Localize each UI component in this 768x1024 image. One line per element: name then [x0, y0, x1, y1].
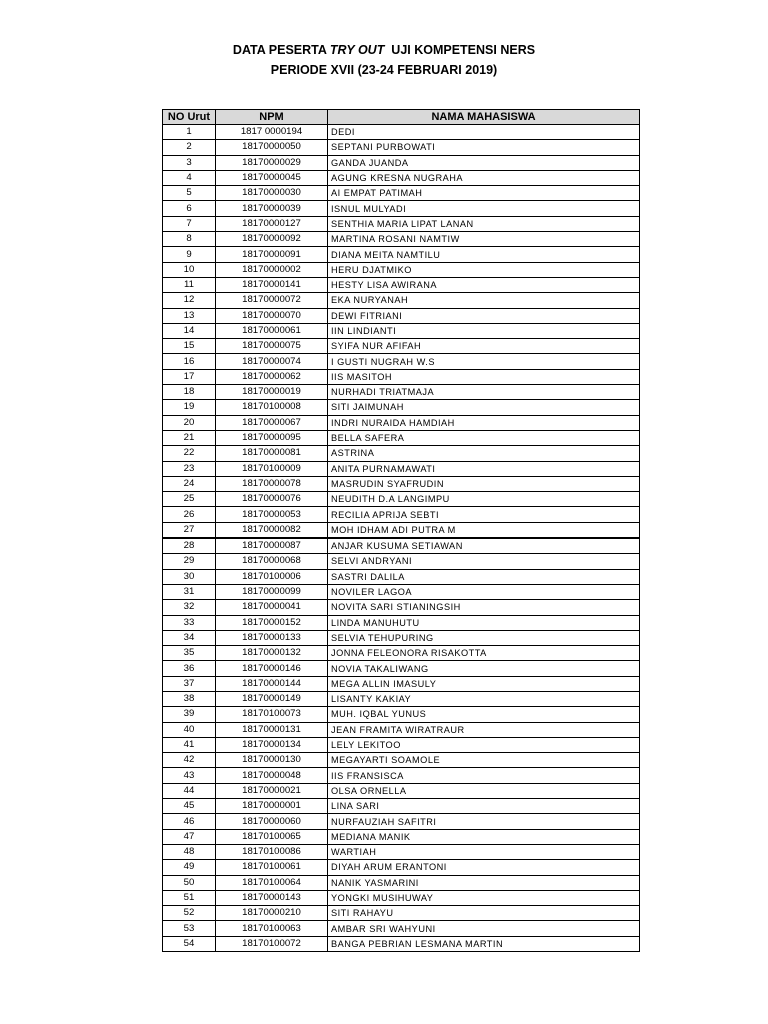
table-row — [163, 492, 640, 507]
student-name-cell: DIYAH ARUM ERANTONI — [328, 860, 640, 875]
table-row — [163, 936, 640, 951]
npm-cell: 18170000146 — [216, 661, 328, 676]
table-row — [163, 661, 640, 676]
row-number-cell: 5 — [163, 186, 216, 201]
student-name-cell: NANIK YASMARINI — [328, 875, 640, 890]
npm-cell: 18170000061 — [216, 323, 328, 338]
row-number-cell: 28 — [163, 538, 216, 554]
npm-cell: 18170000067 — [216, 415, 328, 430]
row-number-cell: 4 — [163, 170, 216, 185]
student-name-cell: SITI RAHAYU — [328, 906, 640, 921]
npm-cell: 18170000133 — [216, 630, 328, 645]
npm-cell: 18170000002 — [216, 262, 328, 277]
npm-cell: 18170000053 — [216, 507, 328, 522]
npm-cell: 18170100061 — [216, 860, 328, 875]
npm-cell: 18170000076 — [216, 492, 328, 507]
table-header-row — [163, 110, 640, 125]
npm-cell: 18170000131 — [216, 722, 328, 737]
document-title — [0, 40, 768, 80]
student-name-cell: YONGKI MUSIHUWAY — [328, 890, 640, 905]
table-row — [163, 476, 640, 491]
row-number-cell: 18 — [163, 385, 216, 400]
student-name-cell: DIANA MEITA NAMTILU — [328, 247, 640, 262]
student-name-cell: LINDA MANUHUTU — [328, 615, 640, 630]
table-row — [163, 522, 640, 538]
row-number-cell: 52 — [163, 906, 216, 921]
npm-cell: 18170000072 — [216, 293, 328, 308]
student-name-cell: JEAN FRAMITA WIRATRAUR — [328, 722, 640, 737]
student-name-cell: BANGA PEBRIAN LESMANA MARTIN — [328, 936, 640, 951]
student-name-cell: GANDA JUANDA — [328, 155, 640, 170]
table-row — [163, 646, 640, 661]
table-row — [163, 125, 640, 140]
row-number-cell: 40 — [163, 722, 216, 737]
row-number-cell: 25 — [163, 492, 216, 507]
table-row — [163, 630, 640, 645]
table-row — [163, 615, 640, 630]
row-number-cell: 2 — [163, 140, 216, 155]
title-suffix: UJI KOMPETENSI NERS — [384, 43, 536, 57]
student-name-cell: HERU DJATMIKO — [328, 262, 640, 277]
table-row — [163, 354, 640, 369]
table-row — [163, 844, 640, 859]
npm-cell: 18170000132 — [216, 646, 328, 661]
table-row — [163, 890, 640, 905]
npm-cell: 18170000041 — [216, 600, 328, 615]
student-name-cell: LINA SARI — [328, 799, 640, 814]
npm-cell: 18170000060 — [216, 814, 328, 829]
student-name-cell: SYIFA NUR AFIFAH — [328, 339, 640, 354]
npm-cell: 18170000087 — [216, 538, 328, 554]
student-name-cell: AI EMPAT PATIMAH — [328, 186, 640, 201]
title-line-1 — [0, 40, 768, 60]
student-name-cell: LELY LEKITOO — [328, 737, 640, 752]
table-row — [163, 814, 640, 829]
npm-cell: 18170000050 — [216, 140, 328, 155]
row-number-cell: 15 — [163, 339, 216, 354]
student-name-cell: MASRUDIN SYAFRUDIN — [328, 476, 640, 491]
row-number-cell: 36 — [163, 661, 216, 676]
row-number-cell: 50 — [163, 875, 216, 890]
npm-cell: 18170000092 — [216, 232, 328, 247]
npm-cell: 18170100073 — [216, 707, 328, 722]
student-name-cell: MEGAYARTI SOAMOLE — [328, 753, 640, 768]
table-row — [163, 170, 640, 185]
npm-cell: 18170100064 — [216, 875, 328, 890]
student-name-cell: MOH IDHAM ADI PUTRA M — [328, 522, 640, 538]
table-row — [163, 155, 640, 170]
table-row — [163, 216, 640, 231]
npm-cell: 18170100086 — [216, 844, 328, 859]
table-row — [163, 247, 640, 262]
npm-cell: 18170000074 — [216, 354, 328, 369]
table-row — [163, 446, 640, 461]
table-row — [163, 507, 640, 522]
table-row — [163, 875, 640, 890]
npm-cell: 18170000062 — [216, 369, 328, 384]
npm-cell: 18170000134 — [216, 737, 328, 752]
row-number-cell: 41 — [163, 737, 216, 752]
student-name-cell: DEWI FITRIANI — [328, 308, 640, 323]
row-number-cell: 21 — [163, 430, 216, 445]
row-number-cell: 10 — [163, 262, 216, 277]
table-row — [163, 554, 640, 569]
table-row — [163, 921, 640, 936]
table-row — [163, 707, 640, 722]
row-number-cell: 29 — [163, 554, 216, 569]
row-number-cell: 9 — [163, 247, 216, 262]
row-number-cell: 22 — [163, 446, 216, 461]
student-name-cell: INDRI NURAIDA HAMDIAH — [328, 415, 640, 430]
npm-cell: 18170000019 — [216, 385, 328, 400]
row-number-cell: 32 — [163, 600, 216, 615]
table-row — [163, 232, 640, 247]
row-number-cell: 47 — [163, 829, 216, 844]
title-line-2: PERIODE XVII (23-24 FEBRUARI 2019) — [270, 63, 498, 77]
table-body — [163, 125, 640, 952]
npm-cell: 18170000070 — [216, 308, 328, 323]
row-number-cell: 27 — [163, 522, 216, 538]
row-number-cell: 44 — [163, 783, 216, 798]
row-number-cell: 1 — [163, 125, 216, 140]
row-number-cell: 24 — [163, 476, 216, 491]
npm-cell: 18170000130 — [216, 753, 328, 768]
npm-cell: 18170100009 — [216, 461, 328, 476]
table-row — [163, 400, 640, 415]
row-number-cell: 7 — [163, 216, 216, 231]
student-name-cell: I GUSTI NUGRAH W.S — [328, 354, 640, 369]
row-number-cell: 11 — [163, 277, 216, 292]
student-name-cell: NURFAUZIAH SAFITRI — [328, 814, 640, 829]
npm-cell: 18170000099 — [216, 584, 328, 599]
table-row — [163, 385, 640, 400]
table-row — [163, 783, 640, 798]
npm-cell: 18170000048 — [216, 768, 328, 783]
row-number-cell: 14 — [163, 323, 216, 338]
row-number-cell: 31 — [163, 584, 216, 599]
row-number-cell: 39 — [163, 707, 216, 722]
student-name-cell: IIS FRANSISCA — [328, 768, 640, 783]
npm-cell: 18170100072 — [216, 936, 328, 951]
table-row — [163, 569, 640, 584]
student-name-cell: SENTHIA MARIA LIPAT LANAN — [328, 216, 640, 231]
row-number-cell: 37 — [163, 676, 216, 691]
npm-cell: 18170100063 — [216, 921, 328, 936]
row-number-cell: 46 — [163, 814, 216, 829]
student-name-cell: NEUDITH D.A LANGIMPU — [328, 492, 640, 507]
npm-cell: 18170000030 — [216, 186, 328, 201]
student-name-cell: WARTIAH — [328, 844, 640, 859]
student-name-cell: ANITA PURNAMAWATI — [328, 461, 640, 476]
student-name-cell: DEDI — [328, 125, 640, 140]
row-number-cell: 20 — [163, 415, 216, 430]
row-number-cell: 35 — [163, 646, 216, 661]
student-name-cell: LISANTY KAKIAY — [328, 691, 640, 706]
npm-cell: 18170000210 — [216, 906, 328, 921]
student-name-cell: SEPTANI PURBOWATI — [328, 140, 640, 155]
npm-cell: 18170000075 — [216, 339, 328, 354]
npm-cell: 18170000143 — [216, 890, 328, 905]
participants-table — [162, 109, 640, 952]
student-name-cell: SASTRI DALILA — [328, 569, 640, 584]
student-name-cell: ANJAR KUSUMA SETIAWAN — [328, 538, 640, 554]
table-row — [163, 860, 640, 875]
row-number-cell: 48 — [163, 844, 216, 859]
table-row — [163, 430, 640, 445]
row-number-cell: 42 — [163, 753, 216, 768]
student-name-cell: HESTY LISA AWIRANA — [328, 277, 640, 292]
table-row — [163, 584, 640, 599]
table-row — [163, 753, 640, 768]
table-row — [163, 140, 640, 155]
npm-cell: 18170100065 — [216, 829, 328, 844]
student-name-cell: MEDIANA MANIK — [328, 829, 640, 844]
header-no-urut: NO Urut — [163, 110, 216, 125]
title-prefix: DATA PESERTA — [232, 43, 330, 57]
npm-cell: 18170000029 — [216, 155, 328, 170]
student-name-cell: AMBAR SRI WAHYUNI — [328, 921, 640, 936]
table-row — [163, 600, 640, 615]
table-row — [163, 799, 640, 814]
student-name-cell: ISNUL MULYADI — [328, 201, 640, 216]
npm-cell: 18170000095 — [216, 430, 328, 445]
row-number-cell: 6 — [163, 201, 216, 216]
row-number-cell: 53 — [163, 921, 216, 936]
npm-cell: 18170000144 — [216, 676, 328, 691]
table-row — [163, 186, 640, 201]
npm-cell: 18170100006 — [216, 569, 328, 584]
row-number-cell: 3 — [163, 155, 216, 170]
npm-cell: 18170000152 — [216, 615, 328, 630]
student-name-cell: IIS MASITOH — [328, 369, 640, 384]
row-number-cell: 49 — [163, 860, 216, 875]
row-number-cell: 23 — [163, 461, 216, 476]
student-name-cell: NOVIA TAKALIWANG — [328, 661, 640, 676]
row-number-cell: 33 — [163, 615, 216, 630]
table-row — [163, 737, 640, 752]
student-name-cell: NOVILER LAGOA — [328, 584, 640, 599]
npm-cell: 18170000141 — [216, 277, 328, 292]
table-row — [163, 293, 640, 308]
table-row — [163, 369, 640, 384]
student-name-cell: MUH. IQBAL YUNUS — [328, 707, 640, 722]
student-name-cell: SELVIA TEHUPURING — [328, 630, 640, 645]
row-number-cell: 45 — [163, 799, 216, 814]
npm-cell: 18170000021 — [216, 783, 328, 798]
student-name-cell: SELVI ANDRYANI — [328, 554, 640, 569]
student-name-cell: RECILIA APRIJA SEBTI — [328, 507, 640, 522]
npm-cell: 18170100008 — [216, 400, 328, 415]
student-name-cell: AGUNG KRESNA NUGRAHA — [328, 170, 640, 185]
table-row — [163, 323, 640, 338]
row-number-cell: 38 — [163, 691, 216, 706]
row-number-cell: 51 — [163, 890, 216, 905]
row-number-cell: 16 — [163, 354, 216, 369]
table-row — [163, 461, 640, 476]
row-number-cell: 12 — [163, 293, 216, 308]
student-name-cell: EKA NURYANAH — [328, 293, 640, 308]
row-number-cell: 30 — [163, 569, 216, 584]
npm-cell: 18170000127 — [216, 216, 328, 231]
row-number-cell: 26 — [163, 507, 216, 522]
npm-cell: 18170000081 — [216, 446, 328, 461]
npm-cell: 18170000068 — [216, 554, 328, 569]
table-row — [163, 691, 640, 706]
student-name-cell: IIN LINDIANTI — [328, 323, 640, 338]
student-name-cell: MARTINA ROSANI NAMTIW — [328, 232, 640, 247]
npm-cell: 18170000039 — [216, 201, 328, 216]
table-row — [163, 538, 640, 554]
table-row — [163, 768, 640, 783]
student-name-cell: BELLA SAFERA — [328, 430, 640, 445]
student-name-cell: NOVITA SARI STIANINGSIH — [328, 600, 640, 615]
npm-cell: 18170000149 — [216, 691, 328, 706]
row-number-cell: 19 — [163, 400, 216, 415]
npm-cell: 1817 0000194 — [216, 125, 328, 140]
row-number-cell: 13 — [163, 308, 216, 323]
student-name-cell: NURHADI TRIATMAJA — [328, 385, 640, 400]
table-row — [163, 308, 640, 323]
row-number-cell: 8 — [163, 232, 216, 247]
npm-cell: 18170000091 — [216, 247, 328, 262]
table-row — [163, 201, 640, 216]
npm-cell: 18170000001 — [216, 799, 328, 814]
student-name-cell: ASTRINA — [328, 446, 640, 461]
table-row — [163, 277, 640, 292]
row-number-cell: 54 — [163, 936, 216, 951]
header-npm: NPM — [216, 110, 328, 125]
student-name-cell: MEGA ALLIN IMASULY — [328, 676, 640, 691]
table-row — [163, 676, 640, 691]
row-number-cell: 17 — [163, 369, 216, 384]
npm-cell: 18170000082 — [216, 522, 328, 538]
table-row — [163, 829, 640, 844]
table-row — [163, 722, 640, 737]
npm-cell: 18170000078 — [216, 476, 328, 491]
student-name-cell: JONNA FELEONORA RISAKOTTA — [328, 646, 640, 661]
npm-cell: 18170000045 — [216, 170, 328, 185]
student-name-cell: OLSA ORNELLA — [328, 783, 640, 798]
row-number-cell: 43 — [163, 768, 216, 783]
table-row — [163, 906, 640, 921]
header-nama-mahasiswa: NAMA MAHASISWA — [328, 110, 640, 125]
row-number-cell: 34 — [163, 630, 216, 645]
table-row — [163, 262, 640, 277]
title-italic: TRY OUT — [329, 43, 385, 57]
student-name-cell: SITI JAIMUNAH — [328, 400, 640, 415]
table-row — [163, 339, 640, 354]
table-row — [163, 415, 640, 430]
